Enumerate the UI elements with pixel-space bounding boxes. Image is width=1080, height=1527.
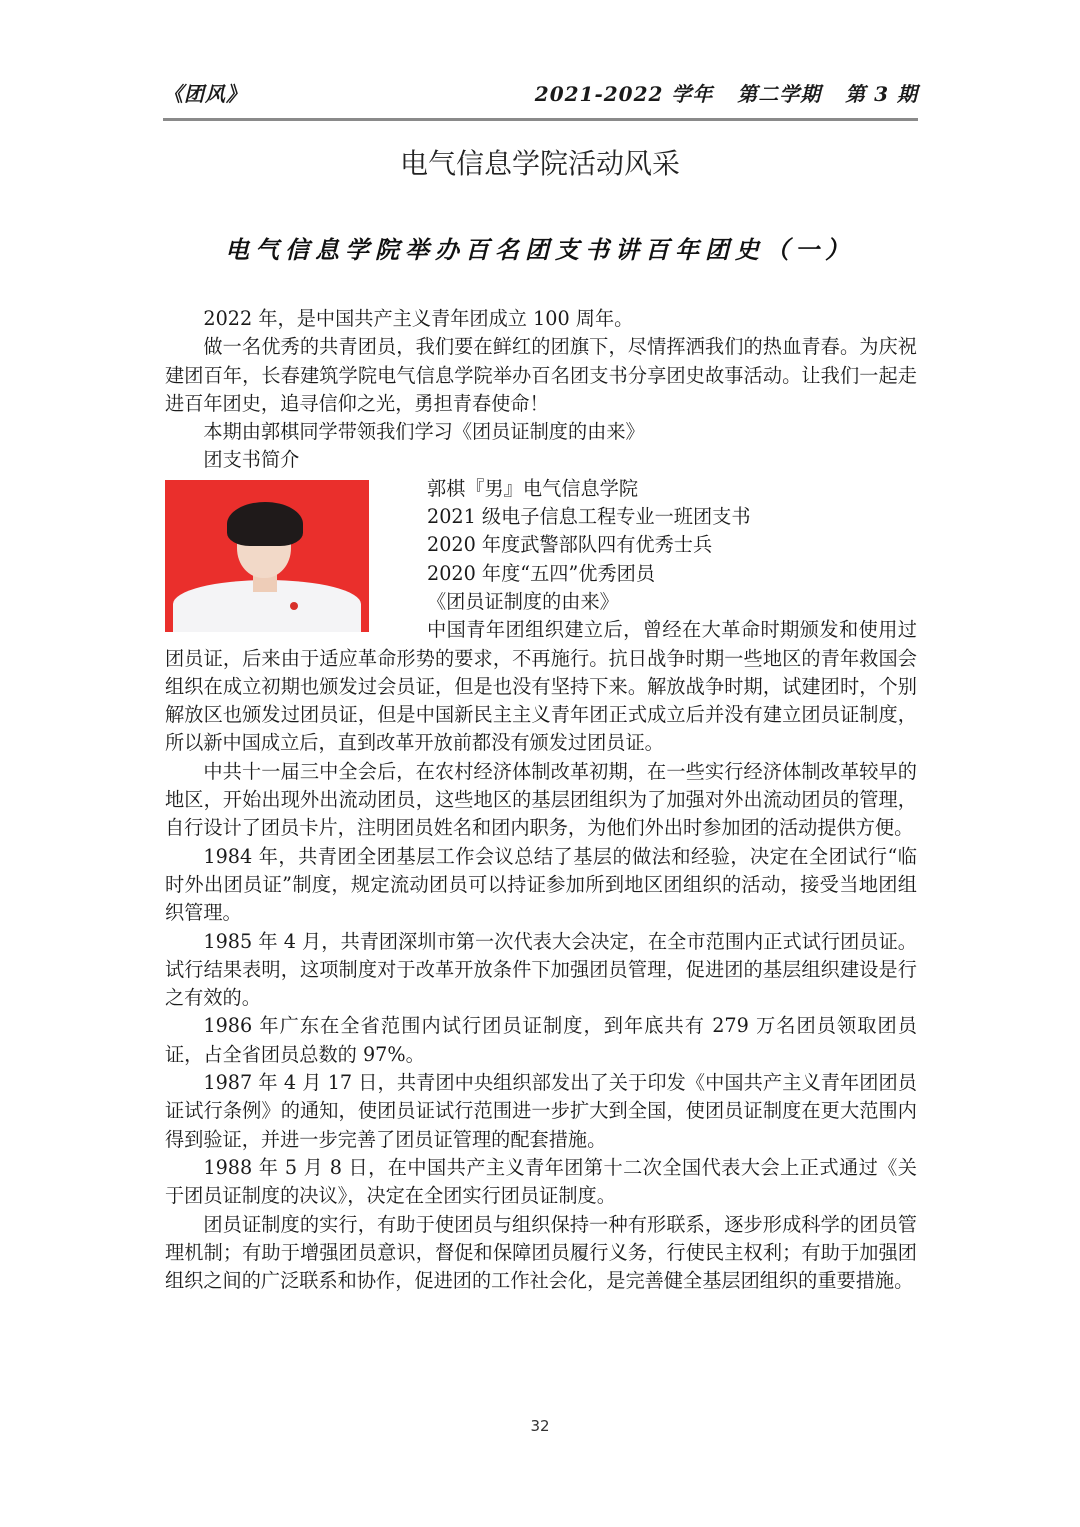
page-number: 32 — [530, 1417, 550, 1435]
section-title: 电气信息学院活动风采 — [399, 147, 680, 180]
profile-photo — [165, 480, 369, 632]
body-paragraph: 中共十一届三中全会后，在农村经济体制改革初期，在一些实行经济体制改革较早的地区，开始出现外出流动团员，这些地区的基层团组织为了加强对外出流动团员的管理，自行设计了团员卡片，注明团员姓名和团内职务，为他们外出时参加团的活动提供方便。 — [165, 759, 917, 840]
photo-hair — [227, 502, 303, 546]
article-body — [165, 305, 917, 1295]
body-paragraph: 团员证制度的实行，有助于使团员与组织保持一种有形联系，逐步形成科学的团员管理机制；有助于增强团员意识，督促和保障团员履行义务，行使民主权利；有助于加强团组织之间的广泛联系和协作，促进团的工作社会化，是完善健全基层团组织的重要措施。 — [165, 1212, 917, 1293]
profile-line: 郭棋『男』电气信息学院 — [427, 476, 639, 500]
body-paragraph: 1988 年 5 月 8 日，在中国共产主义青年团第十二次全国代表大会上正式通过《关于团员证制度的决议》，决定在全团实行团员证制度。 — [165, 1155, 917, 1208]
intro-paragraph: 本期由郭棋同学带领我们学习《团员证制度的由来》 — [203, 420, 645, 444]
publication-name: 《团风》 — [163, 82, 247, 106]
issue-info: 2021-2022 学年 第二学期 第 3 期 — [534, 82, 918, 106]
article-title: 电气信息学院举办百名团支书讲百年团史（一） — [225, 235, 855, 264]
profile-line: 2021 级电子信息工程专业一班团支书 — [427, 505, 751, 529]
profile-heading: 团支书简介 — [203, 448, 300, 472]
body-paragraph: 1985 年 4 月，共青团深圳市第一次代表大会决定，在全市范围内正式试行团员证。试行结果表明，这项制度对于改革开放条件下加强团员管理，促进团的基层组织建设是行之有效的。 — [165, 929, 917, 1010]
topic-title: 《团员证制度的由来》 — [427, 589, 619, 613]
body-paragraph: 1986 年广东在全省范围内试行团员证制度，到年底共有 279 万名团员领取团员证，占全省团员总数的 97%。 — [165, 1014, 917, 1066]
profile-line: 2020 年度“五四”优秀团员 — [427, 561, 656, 585]
intro-paragraph: 做一名优秀的共青团员，我们要在鲜红的团旗下，尽情挥洒我们的热血青春。为庆祝建团百年，长春建筑学院电气信息学院举办百名团支书分享团史故事活动。让我们一起走进百年团史，追寻信仰之光，勇担青春使命！ — [165, 335, 917, 415]
body-paragraph: 中国青年团组织建立后，曾经在大革命时期颁发和使用过团员证，后来由于适应革命形势的要求，不再施行。抗日战争时期一些地区的青年救国会组织在成立初期也颁发过会员证，但是也没有坚持下来。解放战争时期，试建团时，个别解放区也颁发过团员证，但是中国新民主主义青年团正式成立后并没有建立团员证制度，所以新中国成立后，直到改革开放前都没有颁发过团员证。 — [165, 618, 917, 755]
profile-line: 2020 年度武警部队四有优秀士兵 — [427, 533, 713, 557]
body-paragraph: 1987 年 4 月 17 日，共青团中央组织部发出了关于印发《中国共产主义青年团团员证试行条例》的通知，使团员证试行范围进一步扩大到全国，使团员证制度在更大范围内得到验证，并进一步完善了团员证管理的配套措施。 — [165, 1071, 917, 1151]
body-paragraph: 1984 年，共青团全团基层工作会议总结了基层的做法和经验，决定在全团试行“临时外出团员证”制度，规定流动团员可以持证参加所到地区团组织的活动，接受当地团组织管理。 — [165, 844, 917, 925]
running-header — [163, 78, 918, 110]
intro-paragraph: 2022 年，是中国共产主义青年团成立 100 周年。 — [203, 307, 634, 330]
league-badge-icon — [290, 602, 298, 610]
header-divider — [163, 118, 918, 121]
